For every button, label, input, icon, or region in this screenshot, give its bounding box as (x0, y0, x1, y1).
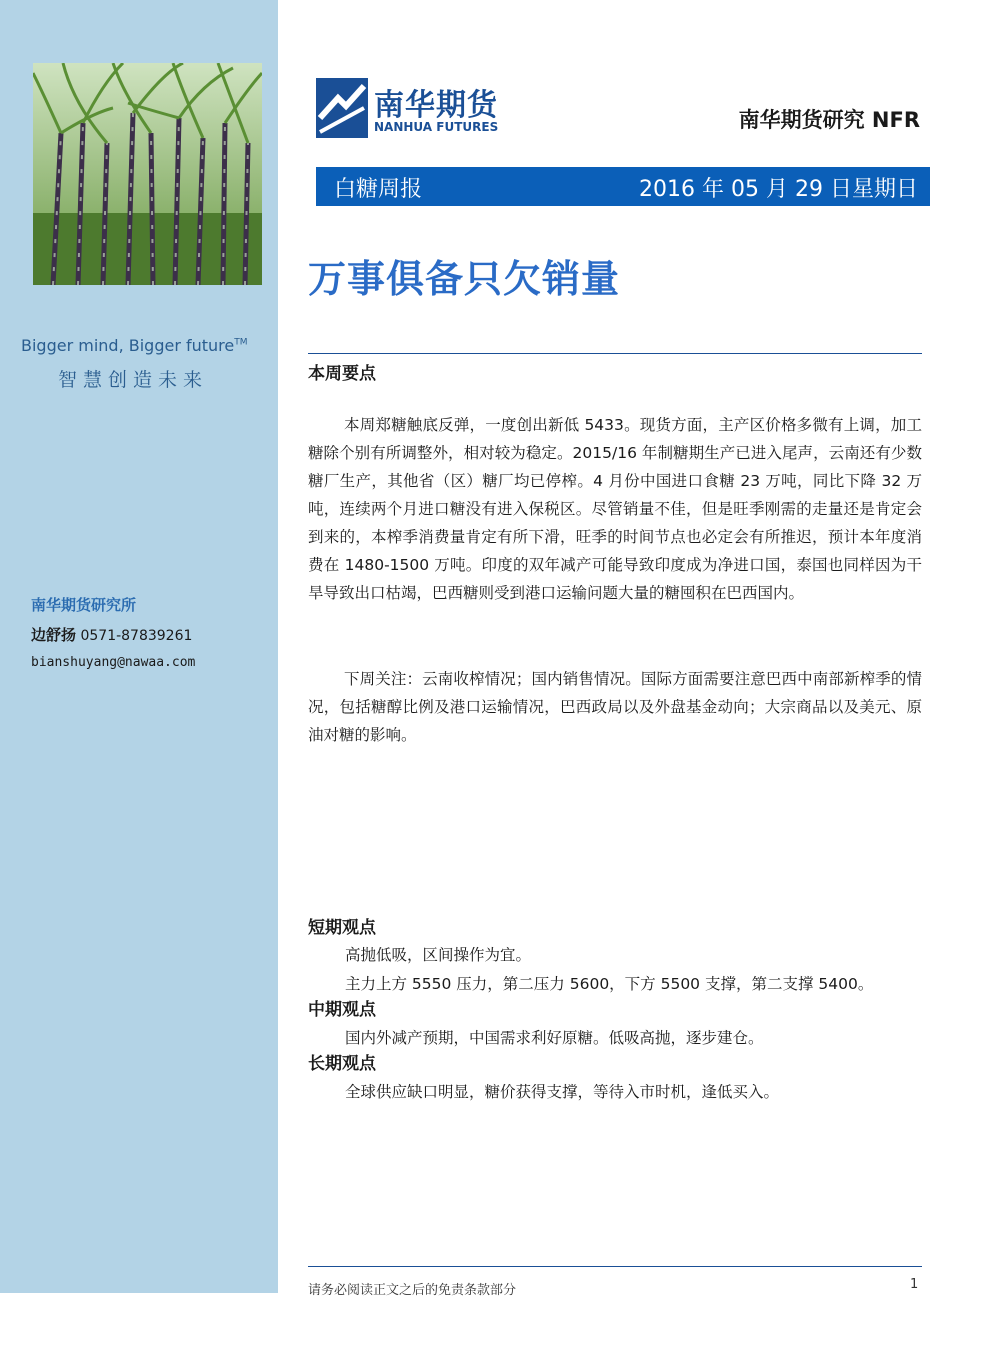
disclaimer-note: 请务必阅读正文之后的免责条款部分 (308, 1283, 517, 1298)
mid-term-heading: 中期观点 (308, 1000, 376, 1020)
logo-english-name: NANHUA FUTURES (374, 120, 499, 134)
nanhua-logo (316, 78, 536, 140)
sugarcane-photo (33, 63, 262, 285)
research-institute-name: 南华期货研究所 (31, 596, 137, 614)
analyst-contact (31, 624, 192, 645)
long-term-line: 全球供应缺口明显，糖价获得支撑，等待入市时机，逢低买入。 (345, 1083, 780, 1101)
short-term-heading: 短期观点 (308, 918, 376, 938)
report-type: 白糖周报 (334, 177, 423, 202)
long-term-heading: 长期观点 (308, 1054, 376, 1074)
sidebar (0, 0, 278, 1293)
summary-paragraph: 本周郑糖触底反弹，一度创出新低 5433。现货方面，主产区价格多微有上调，加工糖除个别有所调整外，相对较为稳定。2015/16 年制糖期生产已进入尾声，云南还有少数糖厂生产，其他省（区）糖厂均已停榨。4 月份中国进口食糖 23 万吨，同比下降 32 万吨，连续两个月进口糖没有进入保税区。尽管销量不佳，但是旺季刚需的走量还是肯定会到来的，本榨季消费量肯定有所下滑，旺季的时间节点也必定会有所推迟，预计本年度消费在 1480-1500 万吨。印度的双年减产可能导致印度成为净进口国，泰国也同样因为干旱导致出口枯竭，巴西糖则受到港口运输问题大量的糖囤积在巴西国内。 (308, 416, 922, 602)
analyst-phone: 0571-87839261 (80, 628, 193, 644)
slogan-chinese: 智慧创造未来 (58, 369, 209, 391)
analyst-name: 边舒扬 (31, 626, 77, 644)
logo-chinese-name: 南华期货 (374, 88, 498, 123)
page-number: 1 (910, 1277, 919, 1292)
mid-term-line: 国内外减产预期，中国需求利好原糖。低吸高抛，逐步建仓。 (345, 1029, 764, 1047)
report-title: 万事俱备只欠销量 (308, 257, 621, 301)
short-term-line: 主力上方 5550 压力，第二压力 5600，下方 5500 支撑，第二支撑 5400。 (345, 975, 874, 993)
analyst-email[interactable]: bianshuyang@nawaa.com (31, 655, 196, 670)
nanhua-logo-mark-icon (316, 78, 368, 138)
report-date: 2016 年 05 月 29 日星期日 (639, 177, 918, 202)
footer-divider (308, 1266, 922, 1267)
report-banner (316, 167, 930, 206)
header-research-label: 南华期货研究 NFR (738, 108, 920, 132)
summary-heading: 本周要点 (308, 364, 376, 384)
outlook-paragraph: 下周关注：云南收榨情况；国内销售情况。国际方面需要注意巴西中南部新榨季的情况，包括糖醇比例及港口运输情况，巴西政局以及外盘基金动向；大宗商品以及美元、原油对糖的影响。 (308, 670, 922, 744)
section-divider (308, 353, 922, 354)
slogan-english: Bigger mind, Bigger future™ (21, 336, 248, 355)
short-term-line: 高抛低吸，区间操作为宜。 (345, 946, 532, 964)
